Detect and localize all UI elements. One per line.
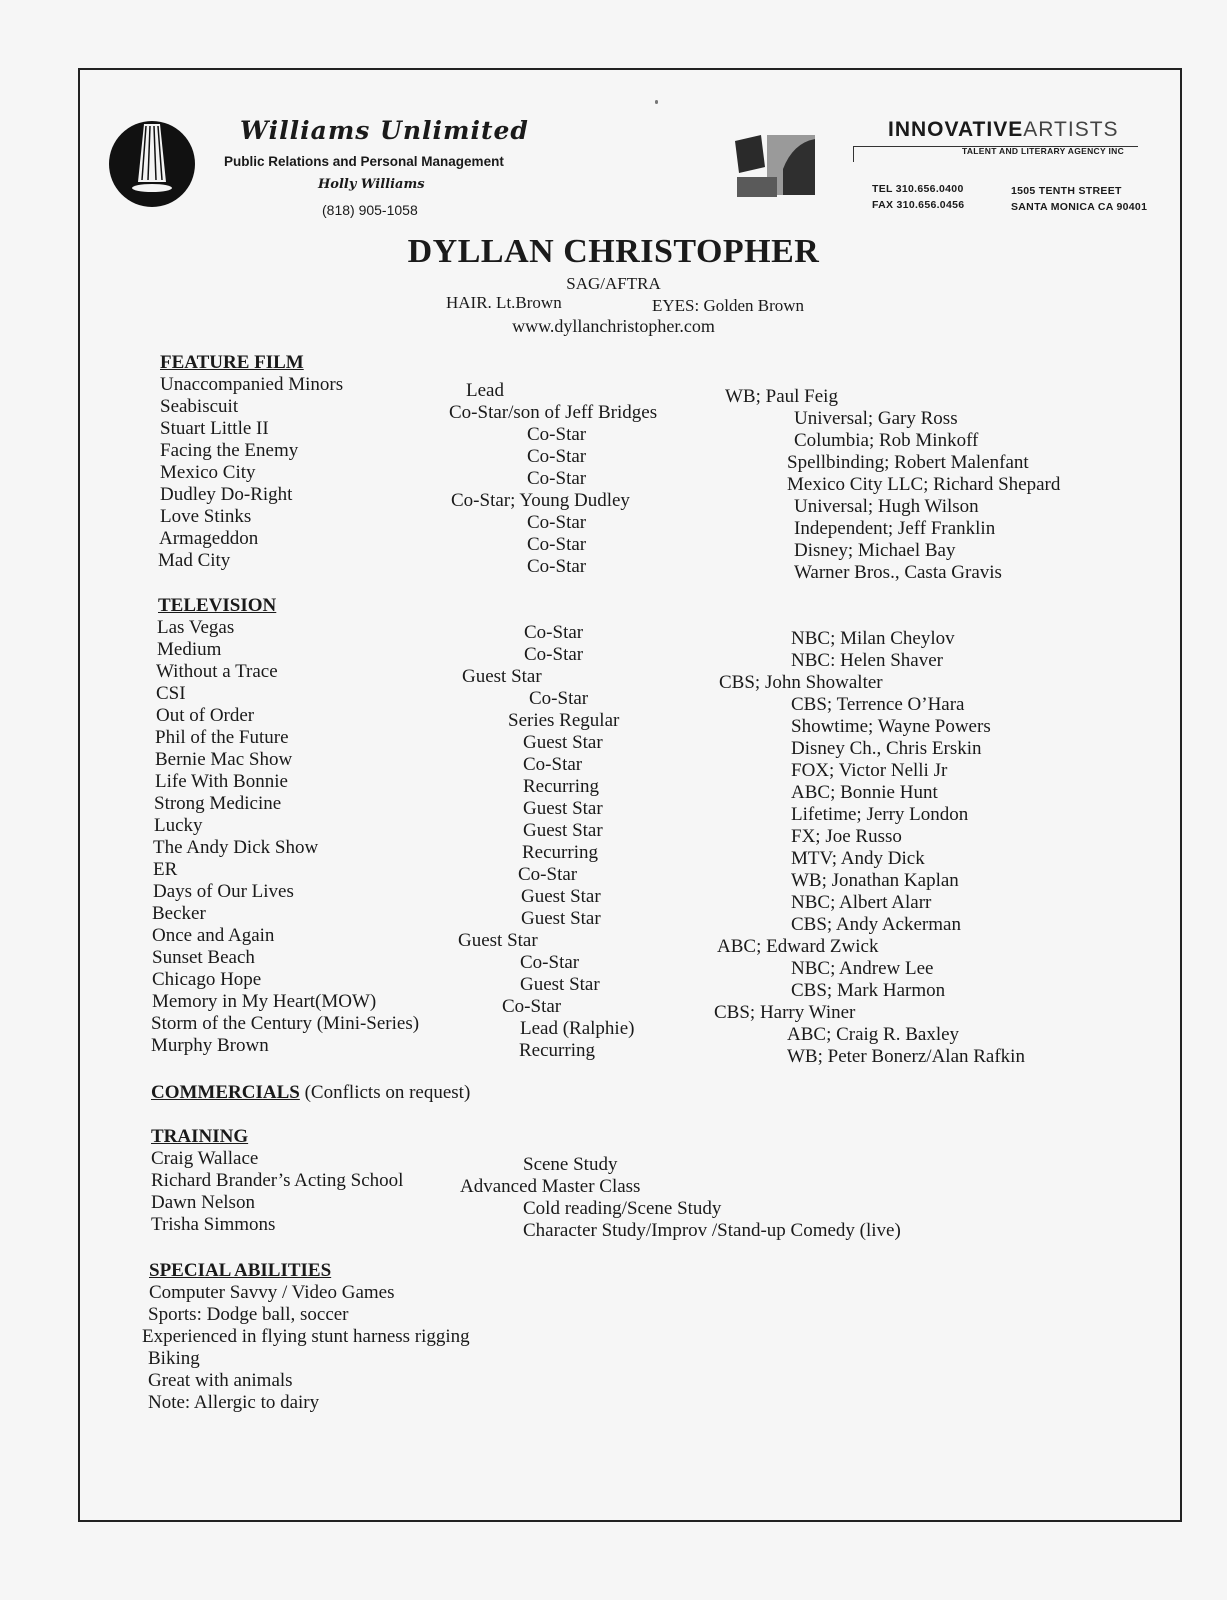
tv-studio: ABC; Edward Zwick bbox=[717, 936, 879, 957]
training-course: Scene Study bbox=[523, 1154, 618, 1175]
ability-item: Biking bbox=[148, 1348, 200, 1369]
tv-role: Guest Star bbox=[462, 666, 542, 687]
tv-title: ER bbox=[153, 859, 178, 880]
williams-contact-name: Holly Williams bbox=[318, 177, 425, 192]
ability-item: Note: Allergic to dairy bbox=[148, 1392, 320, 1413]
tv-title: Strong Medicine bbox=[154, 793, 282, 814]
tv-role: Series Regular bbox=[508, 710, 620, 731]
special-abilities-heading: SPECIAL ABILITIES bbox=[149, 1260, 332, 1281]
tv-studio: Lifetime; Jerry London bbox=[791, 804, 969, 825]
tv-role: Co-Star bbox=[524, 644, 584, 665]
tv-role: Guest Star bbox=[520, 974, 600, 995]
tv-role: Guest Star bbox=[523, 798, 603, 819]
film-title: Mexico City bbox=[160, 462, 256, 483]
commercials-heading: COMMERCIALS bbox=[151, 1082, 300, 1103]
commercials-line bbox=[151, 1082, 470, 1104]
ability-item: Great with animals bbox=[148, 1370, 293, 1391]
tv-title: Memory in My Heart(MOW) bbox=[152, 991, 377, 1012]
tv-studio: FX; Joe Russo bbox=[791, 826, 902, 847]
tv-role: Recurring bbox=[519, 1040, 595, 1061]
film-title: Unaccompanied Minors bbox=[160, 374, 344, 395]
tv-role: Co-Star bbox=[502, 996, 562, 1017]
film-role: Co-Star/son of Jeff Bridges bbox=[449, 402, 658, 423]
training-heading: TRAINING bbox=[151, 1126, 249, 1147]
williams-unlimited-subtitle: Public Relations and Personal Management bbox=[224, 154, 504, 169]
tv-title: Without a Trace bbox=[156, 661, 278, 682]
commercials-note: (Conflicts on request) bbox=[304, 1082, 471, 1103]
tv-title: Las Vegas bbox=[157, 617, 235, 638]
williams-unlimited-logo bbox=[108, 120, 196, 208]
ia-city: SANTA MONICA CA 90401 bbox=[1011, 201, 1148, 213]
tv-studio: Disney Ch., Chris Erskin bbox=[791, 738, 982, 759]
film-title: Armageddon bbox=[159, 528, 259, 549]
actor-hair: HAIR. Lt.Brown bbox=[446, 293, 562, 312]
ia-fax: FAX 310.656.0456 bbox=[872, 199, 965, 211]
tv-title: Storm of the Century (Mini-Series) bbox=[151, 1013, 420, 1034]
tv-title: Phil of the Future bbox=[155, 727, 289, 748]
film-studio: Columbia; Rob Minkoff bbox=[794, 430, 979, 451]
tv-studio: CBS; Mark Harmon bbox=[791, 980, 946, 1001]
tv-role: Guest Star bbox=[523, 820, 603, 841]
tv-title: The Andy Dick Show bbox=[153, 837, 319, 858]
film-role: Co-Star bbox=[527, 424, 587, 445]
tv-title: Out of Order bbox=[156, 705, 255, 726]
film-title: Facing the Enemy bbox=[160, 440, 299, 461]
tv-title: Once and Again bbox=[152, 925, 275, 946]
training-course: Advanced Master Class bbox=[460, 1176, 641, 1197]
film-role: Co-Star bbox=[527, 556, 587, 577]
ia-street: 1505 TENTH STREET bbox=[1011, 185, 1122, 197]
actor-union: SAG/AFTRA bbox=[566, 274, 661, 293]
scan-speck bbox=[655, 100, 658, 104]
film-studio: Universal; Gary Ross bbox=[794, 408, 958, 429]
training-name: Trisha Simmons bbox=[151, 1214, 276, 1235]
ia-name-light: ARTISTS bbox=[1023, 118, 1119, 141]
training-name: Dawn Nelson bbox=[151, 1192, 255, 1213]
film-role: Lead bbox=[466, 380, 504, 401]
innovative-artists-logo bbox=[735, 133, 817, 199]
tv-role: Recurring bbox=[522, 842, 598, 863]
film-title: Seabiscuit bbox=[160, 396, 239, 417]
tv-title: Lucky bbox=[154, 815, 203, 836]
film-title: Dudley Do-Right bbox=[160, 484, 293, 505]
tv-studio: NBC: Helen Shaver bbox=[791, 650, 943, 671]
tv-title: Becker bbox=[152, 903, 206, 924]
tv-role: Lead (Ralphie) bbox=[520, 1018, 635, 1039]
tv-role: Co-Star bbox=[518, 864, 578, 885]
tv-studio: FOX; Victor Nelli Jr bbox=[791, 760, 948, 781]
tv-studio: ABC; Bonnie Hunt bbox=[791, 782, 938, 803]
ability-item: Experienced in flying stunt harness rigging bbox=[142, 1326, 470, 1347]
tv-studio: CBS; Andy Ackerman bbox=[791, 914, 961, 935]
ia-tel: TEL 310.656.0400 bbox=[872, 183, 964, 195]
film-studio: Independent; Jeff Franklin bbox=[794, 518, 996, 539]
actor-eyes: EYES: Golden Brown bbox=[652, 296, 805, 315]
film-role: Co-Star; Young Dudley bbox=[451, 490, 630, 511]
film-studio: Disney; Michael Bay bbox=[794, 540, 956, 561]
training-name: Craig Wallace bbox=[151, 1148, 259, 1169]
tv-title: Murphy Brown bbox=[151, 1035, 269, 1056]
tv-role: Co-Star bbox=[529, 688, 589, 709]
film-studio: Warner Bros., Casta Gravis bbox=[794, 562, 1002, 583]
film-role: Co-Star bbox=[527, 468, 587, 489]
tv-studio: NBC; Albert Alarr bbox=[791, 892, 932, 913]
williams-unlimited-name: Williams Unlimited bbox=[240, 116, 529, 145]
ability-item: Computer Savvy / Video Games bbox=[149, 1282, 395, 1303]
innovative-artists-name bbox=[888, 118, 1119, 142]
training-course: Character Study/Improv /Stand-up Comedy (live) bbox=[523, 1220, 901, 1241]
actor-website: www.dyllanchristopher.com bbox=[512, 316, 715, 336]
tv-role: Guest Star bbox=[521, 908, 601, 929]
tv-studio: Showtime; Wayne Powers bbox=[791, 716, 991, 737]
film-title: Stuart Little II bbox=[160, 418, 269, 439]
film-role: Co-Star bbox=[527, 446, 587, 467]
film-title: Love Stinks bbox=[160, 506, 252, 527]
feature-film-heading: FEATURE FILM bbox=[160, 352, 304, 373]
film-role: Co-Star bbox=[527, 534, 587, 555]
training-course: Cold reading/Scene Study bbox=[523, 1198, 722, 1219]
tv-role: Recurring bbox=[523, 776, 599, 797]
film-role: Co-Star bbox=[527, 512, 587, 533]
tv-studio: CBS; John Showalter bbox=[719, 672, 883, 693]
television-heading: TELEVISION bbox=[158, 595, 277, 616]
tv-title: Medium bbox=[157, 639, 222, 660]
tv-title: CSI bbox=[156, 683, 186, 704]
tv-studio: NBC; Milan Cheylov bbox=[791, 628, 955, 649]
tv-studio: NBC; Andrew Lee bbox=[791, 958, 934, 979]
ability-item: Sports: Dodge ball, soccer bbox=[148, 1304, 349, 1325]
ia-divider-tick bbox=[853, 146, 854, 162]
tv-title: Days of Our Lives bbox=[153, 881, 294, 902]
film-studio: Universal; Hugh Wilson bbox=[794, 496, 979, 517]
actor-name: DYLLAN CHRISTOPHER bbox=[407, 233, 820, 270]
tv-role: Co-Star bbox=[523, 754, 583, 775]
film-studio: Spellbinding; Robert Malenfant bbox=[787, 452, 1029, 473]
film-studio: WB; Paul Feig bbox=[725, 386, 838, 407]
training-name: Richard Brander’s Acting School bbox=[151, 1170, 404, 1191]
tv-role: Guest Star bbox=[523, 732, 603, 753]
tv-role: Guest Star bbox=[458, 930, 538, 951]
williams-phone: (818) 905-1058 bbox=[322, 202, 418, 218]
tv-studio: ABC; Craig R. Baxley bbox=[787, 1024, 960, 1045]
tv-title: Sunset Beach bbox=[152, 947, 255, 968]
tv-studio: CBS; Terrence O’Hara bbox=[791, 694, 965, 715]
ia-name-bold: INNOVATIVE bbox=[888, 118, 1024, 141]
tv-studio: CBS; Harry Winer bbox=[714, 1002, 856, 1023]
tv-studio: MTV; Andy Dick bbox=[791, 848, 925, 869]
tv-role: Co-Star bbox=[520, 952, 580, 973]
tv-role: Co-Star bbox=[524, 622, 584, 643]
tv-title: Life With Bonnie bbox=[155, 771, 288, 792]
tv-title: Chicago Hope bbox=[152, 969, 262, 990]
tv-studio: WB; Peter Bonerz/Alan Rafkin bbox=[787, 1046, 1025, 1067]
tv-studio: WB; Jonathan Kaplan bbox=[791, 870, 959, 891]
film-title: Mad City bbox=[158, 550, 231, 571]
film-studio: Mexico City LLC; Richard Shepard bbox=[787, 474, 1061, 495]
tv-title: Bernie Mac Show bbox=[155, 749, 293, 770]
ia-tagline: TALENT AND LITERARY AGENCY INC bbox=[962, 146, 1125, 156]
tv-role: Guest Star bbox=[521, 886, 601, 907]
